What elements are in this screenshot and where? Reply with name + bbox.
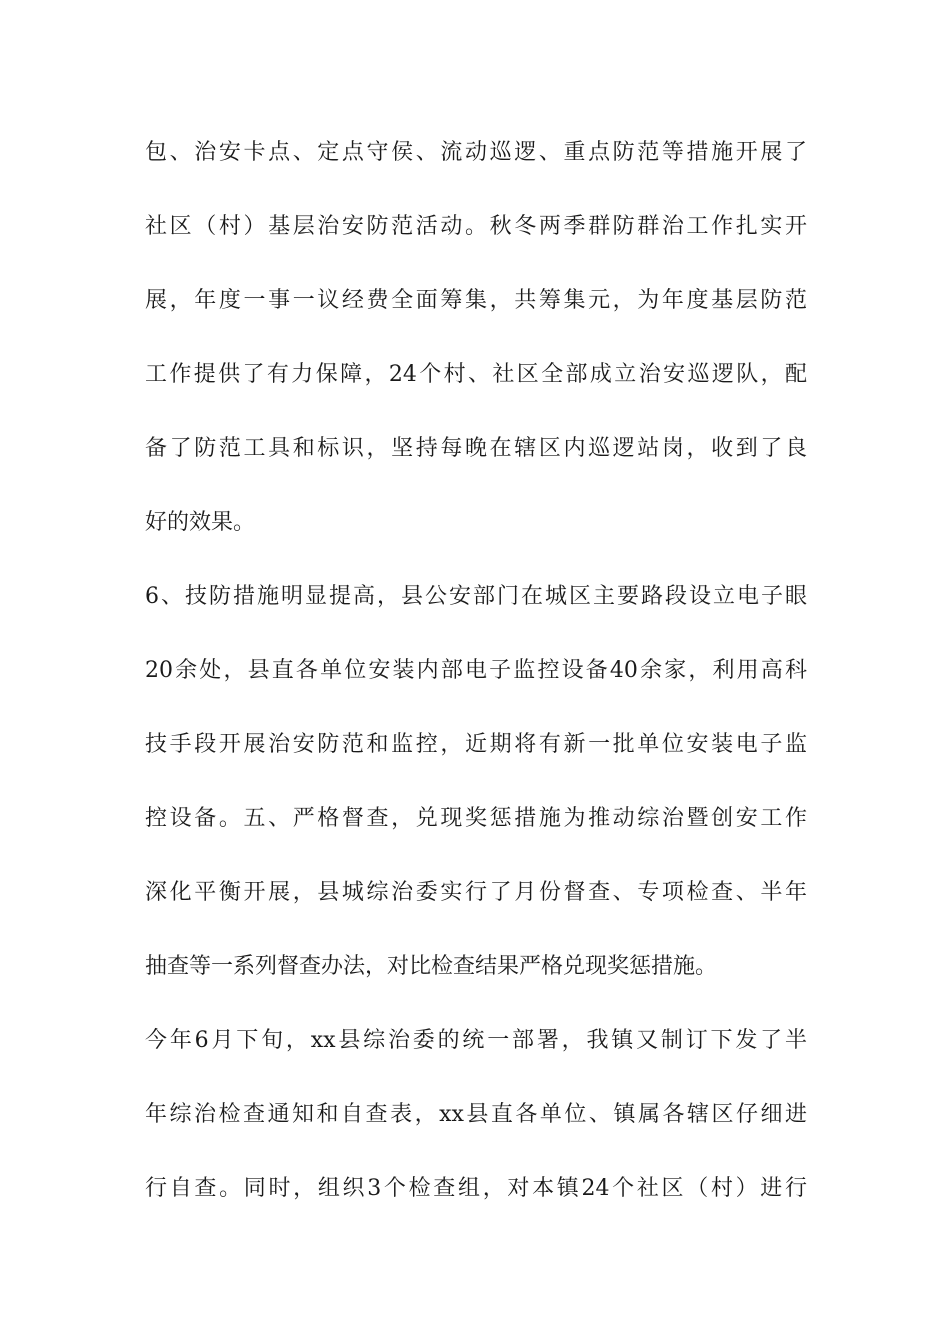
text-line: 社区（村）基层治安防范活动。秋冬两季群防群治工作扎实开: [145, 214, 807, 239]
text-line: 展，年度一事一议经费全面筹集，共筹集元，为年度基层防范: [145, 288, 807, 313]
text-line: 6、技防措施明显提高，县公安部门在城区主要路段设立电子眼: [145, 584, 807, 609]
text-line: 包、治安卡点、定点守侯、流动巡逻、重点防范等措施开展了: [145, 140, 807, 165]
text-line: 年综治检查通知和自查表，xx县直各单位、镇属各辖区仔细进: [145, 1102, 807, 1127]
text-line: 20余处，县直各单位安装内部电子监控设备40余家，利用高科: [145, 658, 807, 683]
text-line: 行自查。同时，组织3个检查组，对本镇24个社区（村）进行: [145, 1176, 807, 1201]
text-line: 备了防范工具和标识，坚持每晚在辖区内巡逻站岗，收到了良: [145, 436, 807, 461]
text-line: 控设备。五、严格督查，兑现奖惩措施为推动综治暨创安工作: [145, 806, 807, 831]
text-line: 深化平衡开展，县城综治委实行了月份督查、专项检查、半年: [145, 880, 807, 905]
text-line: 好的效果。: [145, 510, 256, 535]
text-line: 技手段开展治安防范和监控，近期将有新一批单位安装电子监: [145, 732, 807, 757]
text-line: 抽查等一系列督查办法，对比检查结果严格兑现奖惩措施。: [145, 954, 718, 979]
text-line: 工作提供了有力保障，24个村、社区全部成立治安巡逻队，配: [145, 362, 807, 387]
body-text: [145, 128, 807, 1238]
text-line: 今年6月下旬，xx县综治委的统一部署，我镇又制订下发了半: [145, 1028, 807, 1053]
